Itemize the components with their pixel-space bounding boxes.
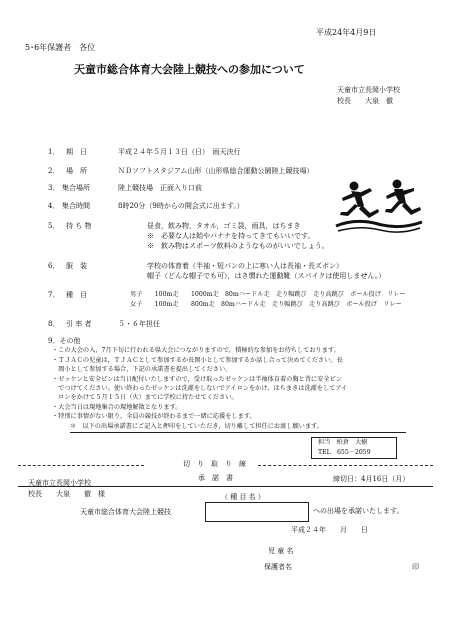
contact-phone: TEL 655－2059 — [318, 449, 371, 456]
consent-text: への出場を承諾いたします。 — [313, 507, 404, 515]
item-num: 5． — [48, 222, 60, 230]
item-num: 8． — [48, 320, 60, 328]
other-bullet: ・ゼッケンと安全ピンは当日配付いたしますので，受け取ったゼッケンは半袖体育着の胸と背に安全ピン — [52, 376, 342, 383]
item-line: ※ 飲み物はスポーツ飲料のようなものがいいでしょう。 — [147, 242, 329, 250]
item-label: 集合時間 — [62, 202, 90, 210]
note-underline — [70, 432, 406, 433]
other-bullet: ・ＴＪＡＣの児童は，ＴＪＡＣとして参加するか長岡小として参加するか話し合って決めてください。長 — [52, 357, 343, 364]
form-heading: 承 諾 書 — [198, 474, 233, 482]
item-value: 陸上競技場 正面入り口前 — [118, 184, 202, 192]
item-num: 1． — [48, 148, 60, 156]
school-name: 天童市立長岡小学校 — [337, 86, 400, 94]
item-value: 8時20分（9時からの開会式に出ます。） — [118, 202, 244, 210]
item-line: 帽子（どんな帽子でも可），はき慣れた運動靴（スパイクは使用しません。） — [147, 272, 386, 280]
item-value: ＮＤソフトスタジアム山形（山形県総合運動公園陸上競技場） — [118, 167, 314, 175]
principal-name: 校長 大泉 徹 — [337, 97, 393, 105]
item-value: 平成２４年５月１３日（日） 雨天決行 — [118, 148, 241, 156]
item-label: 場 所 — [66, 167, 87, 175]
event-name-field[interactable] — [205, 502, 309, 522]
form-principal: 校長 大泉 徹 様 — [28, 490, 105, 498]
event-row-boys: 男子 100m走 1000m走 80mハードル走 走り幅跳び 走り高跳び ボール投げ リレー — [130, 291, 406, 298]
form-date: 平成２４年 月 日 — [291, 526, 368, 534]
item-label: 種 目 — [66, 291, 87, 299]
form-event-name: 天童市総合体育大会陸上競技 — [80, 508, 171, 516]
contact-person: 担当 柏倉 大樹 — [318, 439, 368, 446]
other-bullet: ・この大会の入，7月下旬に行われる県大会につながりますので，積極的な参加をお待ちしております。 — [52, 347, 340, 354]
submission-note: ＊ 以下の出場承諾書にご記入と押印をしていただき，切り離して担任にお渡し願います。 — [70, 423, 323, 430]
other-heading: 9．その他 — [48, 337, 81, 345]
item-label: 服 装 — [66, 262, 87, 270]
item-line: ※ 必要な人は飴やバナナを持ってきてもいいです。 — [147, 232, 315, 240]
item-label: 集合場所 — [62, 184, 90, 192]
item-num: 6． — [48, 262, 60, 270]
item-label: 持 ち 物 — [66, 222, 92, 230]
other-bullet: ・大会当日は現地集合の現地解散となります。 — [52, 404, 182, 411]
item-line: 学校の体育着（半袖・短パンの上に寒い人は長袖・長ズボン） — [147, 262, 343, 270]
guardian-name-label: 保護者名 — [264, 563, 292, 571]
page-title: 天童市総合体育大会陸上競技への参加について — [74, 63, 305, 76]
cut-line-left — [18, 465, 144, 466]
addressee: 5･6年保護者 各位 — [25, 43, 96, 52]
other-bullet: ・特別に事情がない限り，全員の競技が終わるまで一緒に応援をします。 — [52, 413, 256, 420]
form-deadline: 締切日：4月16日（月） — [333, 475, 410, 483]
item-label: 期 日 — [66, 148, 87, 156]
contact-box — [311, 437, 397, 459]
child-name-label: 児 童 名 — [268, 547, 294, 555]
other-bullet: 岡小として参加する場合，下記の承諾書を提出してください。 — [52, 366, 232, 373]
runners-illustration — [334, 176, 424, 238]
item-num: 2． — [48, 167, 60, 175]
seal-mark: 印 — [412, 563, 419, 571]
other-bullet: ロンをかけて５月１５日（火）までに学校に持たせてください。 — [52, 394, 238, 401]
item-value: ５・６年担任 — [118, 320, 160, 328]
cut-line-right — [258, 465, 433, 466]
other-bullet: でつけてください。使い終わったゼッケンは洗濯をしないでアイロンをかけ，はちまきは洗濯をしてアイ — [52, 385, 348, 392]
item-line: 昼食，飲み物，タオル，ゴミ袋，雨具，はちまき — [147, 222, 301, 230]
event-name-label: （ 種 目 名 ） — [221, 493, 265, 501]
event-row-girls: 女子 100m走 800m走 80mハードル走 走り幅跳び 走り高跳び ボール投げ リレー — [130, 301, 402, 308]
item-num: 3． — [48, 184, 60, 192]
item-num: 4． — [48, 202, 60, 210]
issue-date: 平成24年4月9日 — [316, 28, 377, 37]
item-num: 7． — [48, 291, 60, 299]
form-school: 天童市立長岡小学校 — [28, 479, 91, 487]
cut-line-label: 切 り 取 り 線 — [183, 460, 246, 468]
item-label: 引 率 者 — [66, 320, 92, 328]
